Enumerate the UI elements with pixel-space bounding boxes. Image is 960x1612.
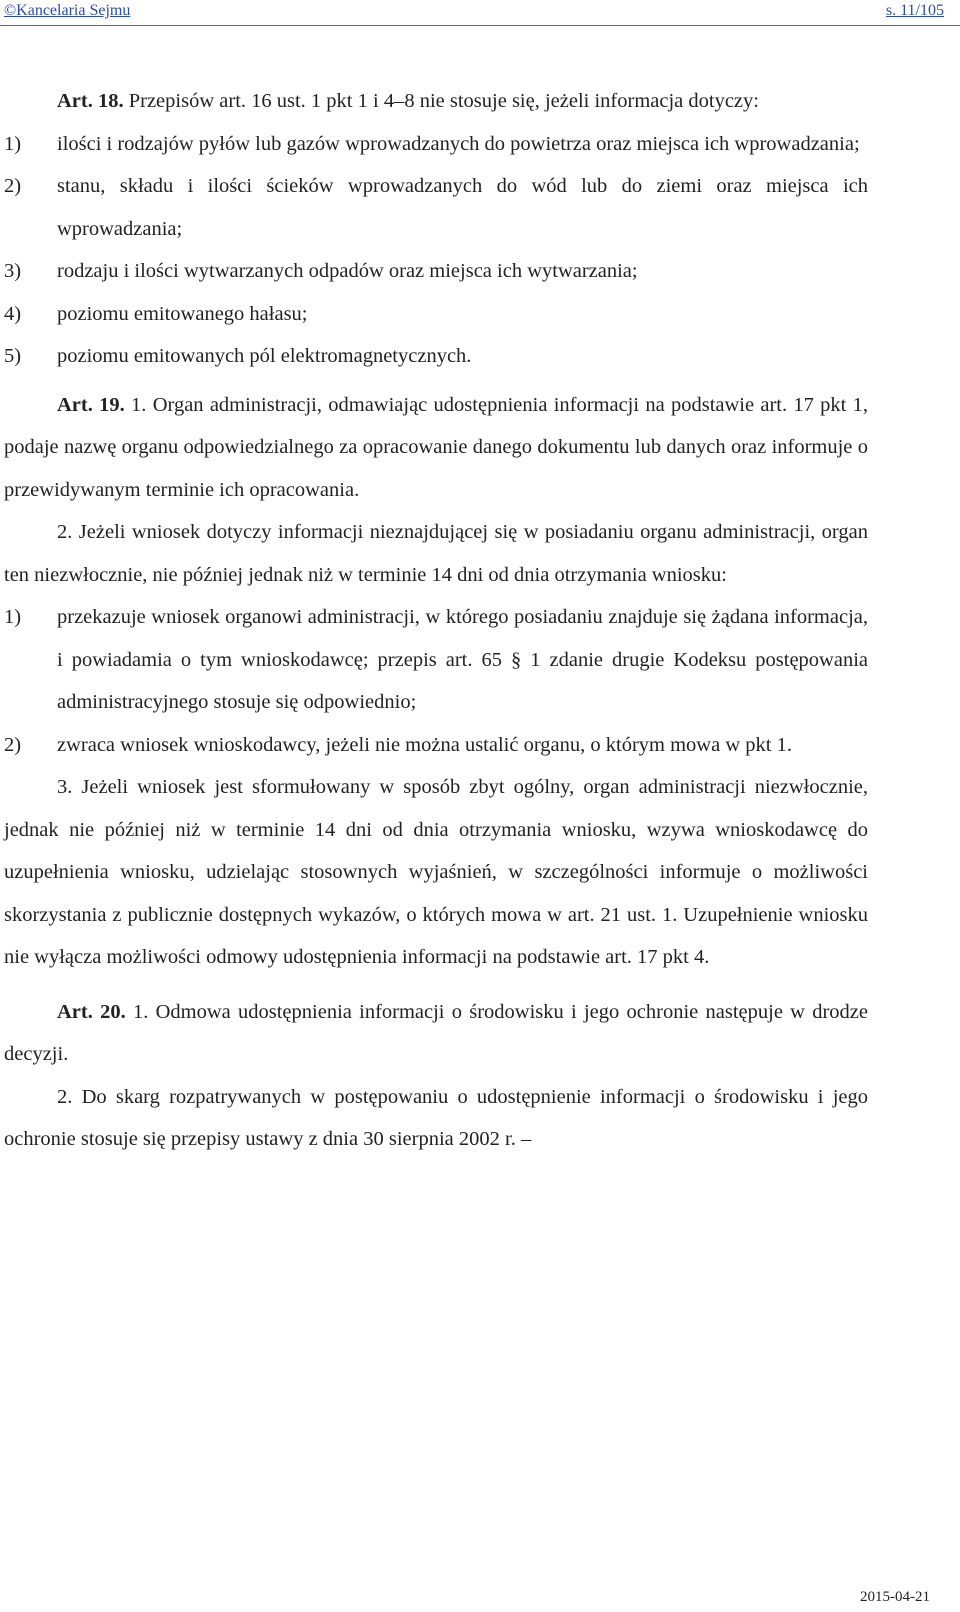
art18-text: Przepisów art. 16 ust. 1 pkt 1 i 4–8 nie stosuje się, jeżeli informacja dotyczy: <box>123 90 759 112</box>
header-copyright[interactable] <box>4 0 130 22</box>
art18-item-num: 3) <box>4 260 22 282</box>
art19-para3: 3. Jeżeli wniosek jest sformułowany w sposób zbyt ogólny, organ administracji niezwłocznie, jednak nie później niż w terminie 14 dni od dnia otrzymania wniosku, wzywa wnioskodawcę do uzupełnienia wniosku, udzielając stosownych wyjaśnień, w szczególności informuje o możliwości skorzystania z publicznie dostępnych wykazów, o których mowa w art. 21 ust. 1. Uzupełnienie wniosku nie wyłącza możliwości odmowy udostępnienia informacji na podstawie art. 17 pkt 4. <box>4 776 868 968</box>
art18-item <box>4 123 868 166</box>
header-rule <box>0 25 960 26</box>
art19-item-num: 2) <box>4 733 22 756</box>
art19-item <box>4 596 868 724</box>
art18-intro <box>4 80 868 123</box>
document-body <box>4 80 868 1161</box>
art20-para1-text: 1. Odmowa udostępnienia informacji o środowisku i jego ochronie następuje w drodze decyzji. <box>4 1000 868 1065</box>
header-copyright-link[interactable]: ©Kancelaria Sejmu <box>4 2 131 19</box>
art19-item <box>4 724 868 767</box>
art18-item <box>4 335 868 378</box>
art18-item-num: 1) <box>4 132 22 155</box>
art18-item <box>4 165 868 250</box>
footer-date: 2015-04-21 <box>860 1589 930 1605</box>
art19-para2: 2. Jeżeli wniosek dotyczy informacji nieznajdującej się w posiadaniu organu administracji, organ ten niezwłocznie, nie później jednak niż w terminie 14 dni od dnia otrzymania wniosku: <box>4 521 868 586</box>
art19-label: Art. 19. <box>57 393 125 416</box>
art20-para2: 2. Do skarg rozpatrywanych w postępowaniu o udostępnienie informacji o środowisku i jego ochronie stosuje się przepisy ustawy z dnia 30 sierpnia 2002 r. – <box>4 1085 868 1150</box>
art18-item <box>4 250 868 293</box>
art19-para1 <box>4 384 868 512</box>
art20-para1 <box>4 991 868 1076</box>
art18-item-text: poziomu emitowanego hałasu; <box>57 302 308 325</box>
art18-item-text: rodzaju i ilości wytwarzanych odpadów oraz miejsca ich wytwarzania; <box>57 260 638 282</box>
art18-item-text: ilości i rodzajów pyłów lub gazów wprowadzanych do powietrza oraz miejsca ich wprowadzania; <box>57 132 860 155</box>
art19-item-num: 1) <box>4 606 22 628</box>
art18-item-num: 5) <box>4 345 22 367</box>
header-page-link[interactable]: s. 11/105 <box>885 2 944 19</box>
art20-label: Art. 20. <box>57 1000 126 1023</box>
header-page-number[interactable] <box>886 0 944 22</box>
art18-item <box>4 293 868 336</box>
art18-item-text: poziomu emitowanych pól elektromagnetycznych. <box>57 345 472 367</box>
art19-para1-text: 1. Organ administracji, odmawiając udostępnienia informacji na podstawie art. 17 pkt 1, podaje nazwę organu odpowiedzialnego za opracowanie danego dokumentu lub danych oraz informuje o przewidywanym terminie ich opracowania. <box>4 393 869 501</box>
art18-item-text: stanu, składu i ilości ścieków wprowadzanych do wód lub do ziemi oraz miejsca ich wprowadzania; <box>57 175 868 240</box>
art18-item-num: 4) <box>4 302 22 325</box>
art19-item-text: zwraca wniosek wnioskodawcy, jeżeli nie można ustalić organu, o którym mowa w pkt 1. <box>57 733 792 756</box>
art18-item-num: 2) <box>4 175 22 197</box>
page-header <box>0 0 960 22</box>
art19-item-text: przekazuje wniosek organowi administracji, w którego posiadaniu znajduje się żądana informacja, i powiadamia o tym wnioskodawcę; przepis art. 65 § 1 zdanie drugie Kodeksu postępowania administracyjnego stosuje się odpowiednio; <box>57 606 868 713</box>
art18-label: Art. 18. <box>57 90 124 112</box>
